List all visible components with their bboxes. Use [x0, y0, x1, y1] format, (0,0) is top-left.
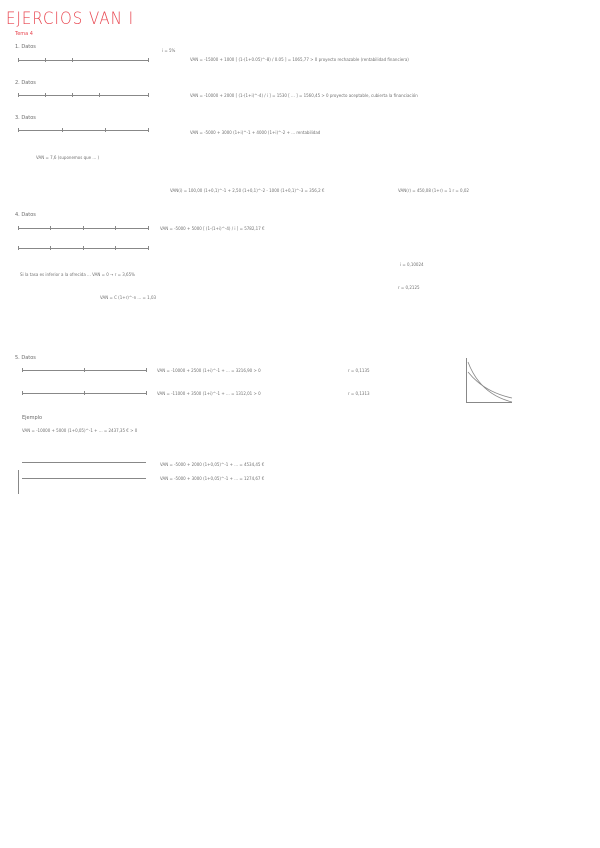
- timeline-tick: [105, 128, 106, 132]
- section-2-van: VAN = -10000 + 2000 [ (1-(1+i)^-4) / i ] = 1530 [ ... ] = 1560,45 > 0 proyecto aceptable, cubierta la financiación: [190, 93, 418, 98]
- timeline-2: [18, 95, 148, 96]
- section-5-rate-b: r = 0,1313: [348, 391, 370, 396]
- timeline-1: [18, 60, 148, 61]
- section-1-heading: 1. Datos: [15, 44, 36, 50]
- section-5-van-b: VAN = -11000 + 3500 (1+i)^-1 + ... = 1312,01 > 0: [157, 391, 261, 396]
- timeline-7b: [22, 478, 146, 479]
- timeline-tick: [146, 368, 147, 372]
- section-6-van: VAN = -10000 + 5000 (1+0,05)^-1 + ... = 2437,35 € > 0: [22, 428, 138, 433]
- timeline-tick: [99, 93, 100, 97]
- timeline-tick: [45, 93, 46, 97]
- section-5-rate-a: r = 0,1135: [348, 368, 370, 373]
- page-title: EJERCIOS VAN I: [6, 7, 135, 29]
- section-4-note: Si la tasa es inferior a la ofrecida ... VAN = 0 → r = 3,65%: [20, 272, 135, 277]
- timeline-tick: [84, 368, 85, 372]
- timeline-tick: [115, 226, 116, 230]
- section-1-van: VAN = -15000 + 1000 [ (1-(1+0.05)^-8) / 0.05 ] = 1065,77 > 0 proyecto rechazable (rentabilidad financiera): [190, 57, 409, 62]
- bracket: [18, 470, 19, 494]
- timeline-tick: [148, 93, 149, 97]
- sketch-curves: [466, 358, 514, 408]
- page-subtitle: Tema 4: [15, 31, 33, 37]
- section-3-heading: 3. Datos: [15, 115, 36, 121]
- timeline-tick: [72, 58, 73, 62]
- timeline-tick: [18, 226, 19, 230]
- section-4-heading: 4. Datos: [15, 212, 36, 218]
- timeline-tick: [22, 368, 23, 372]
- timeline-tick: [45, 58, 46, 62]
- timeline-tick: [146, 391, 147, 395]
- timeline-tick: [115, 246, 116, 250]
- timeline-tick: [18, 128, 19, 132]
- timeline-tick: [22, 391, 23, 395]
- section-3-result-a: VAN(i) = 100,00 (1+0,1)^-1 + 2,50 (1+0,1)^-2 - 1000 (1+0,1)^-3 = 356,2 €: [170, 188, 325, 193]
- section-5-van-a: VAN = -10000 + 2500 (1+i)^-1 + ... = 3216,90 > 0: [157, 368, 261, 373]
- timeline-tick: [148, 246, 149, 250]
- timeline-tick: [72, 93, 73, 97]
- timeline-tick: [148, 58, 149, 62]
- section-7-van-a: VAN = -5000 + 2000 (1+0,05)^-1 + ... = 4534,45 €: [160, 462, 265, 467]
- timeline-tick: [83, 246, 84, 250]
- section-4-van: VAN = -5000 + 5000 [ (1-(1+i)^-4) / i ] = 5782,17 €: [160, 226, 265, 231]
- section-4-formula: VAN = C (1+r)^-n ... = 1,03: [100, 295, 157, 300]
- section-3-result-b: VAN(r) = 450,08 (1+r) = 1 r = 0,02: [398, 188, 469, 193]
- timeline-3: [18, 130, 148, 131]
- section-4-rate-b: r = 0,2125: [398, 285, 420, 290]
- section-3-note: VAN = 7,6 (suponemos que ... ): [36, 155, 100, 160]
- timeline-tick: [62, 128, 63, 132]
- section-4-rate-a: i = 0,10024: [400, 262, 424, 267]
- timeline-tick: [50, 226, 51, 230]
- section-3-van: VAN = -5000 + 3000 (1+i)^-1 + 4000 (1+i)^-2 + ... rentabilidad: [190, 130, 321, 135]
- timeline-tick: [148, 226, 149, 230]
- timeline-tick: [148, 128, 149, 132]
- section-7-van-b: VAN = -5000 + 3000 (1+0,05)^-1 + ... = 1274,67 €: [160, 476, 265, 481]
- timeline-tick: [50, 246, 51, 250]
- section-1-rate: i = 5%: [162, 48, 176, 53]
- timeline-tick: [18, 58, 19, 62]
- timeline-tick: [84, 391, 85, 395]
- timeline-tick: [18, 93, 19, 97]
- timeline-7a: [22, 462, 146, 463]
- section-5-heading: 5. Datos: [15, 355, 36, 361]
- timeline-tick: [18, 246, 19, 250]
- timeline-tick: [83, 226, 84, 230]
- section-6-heading: Ejemplo: [22, 415, 43, 421]
- section-2-heading: 2. Datos: [15, 80, 36, 86]
